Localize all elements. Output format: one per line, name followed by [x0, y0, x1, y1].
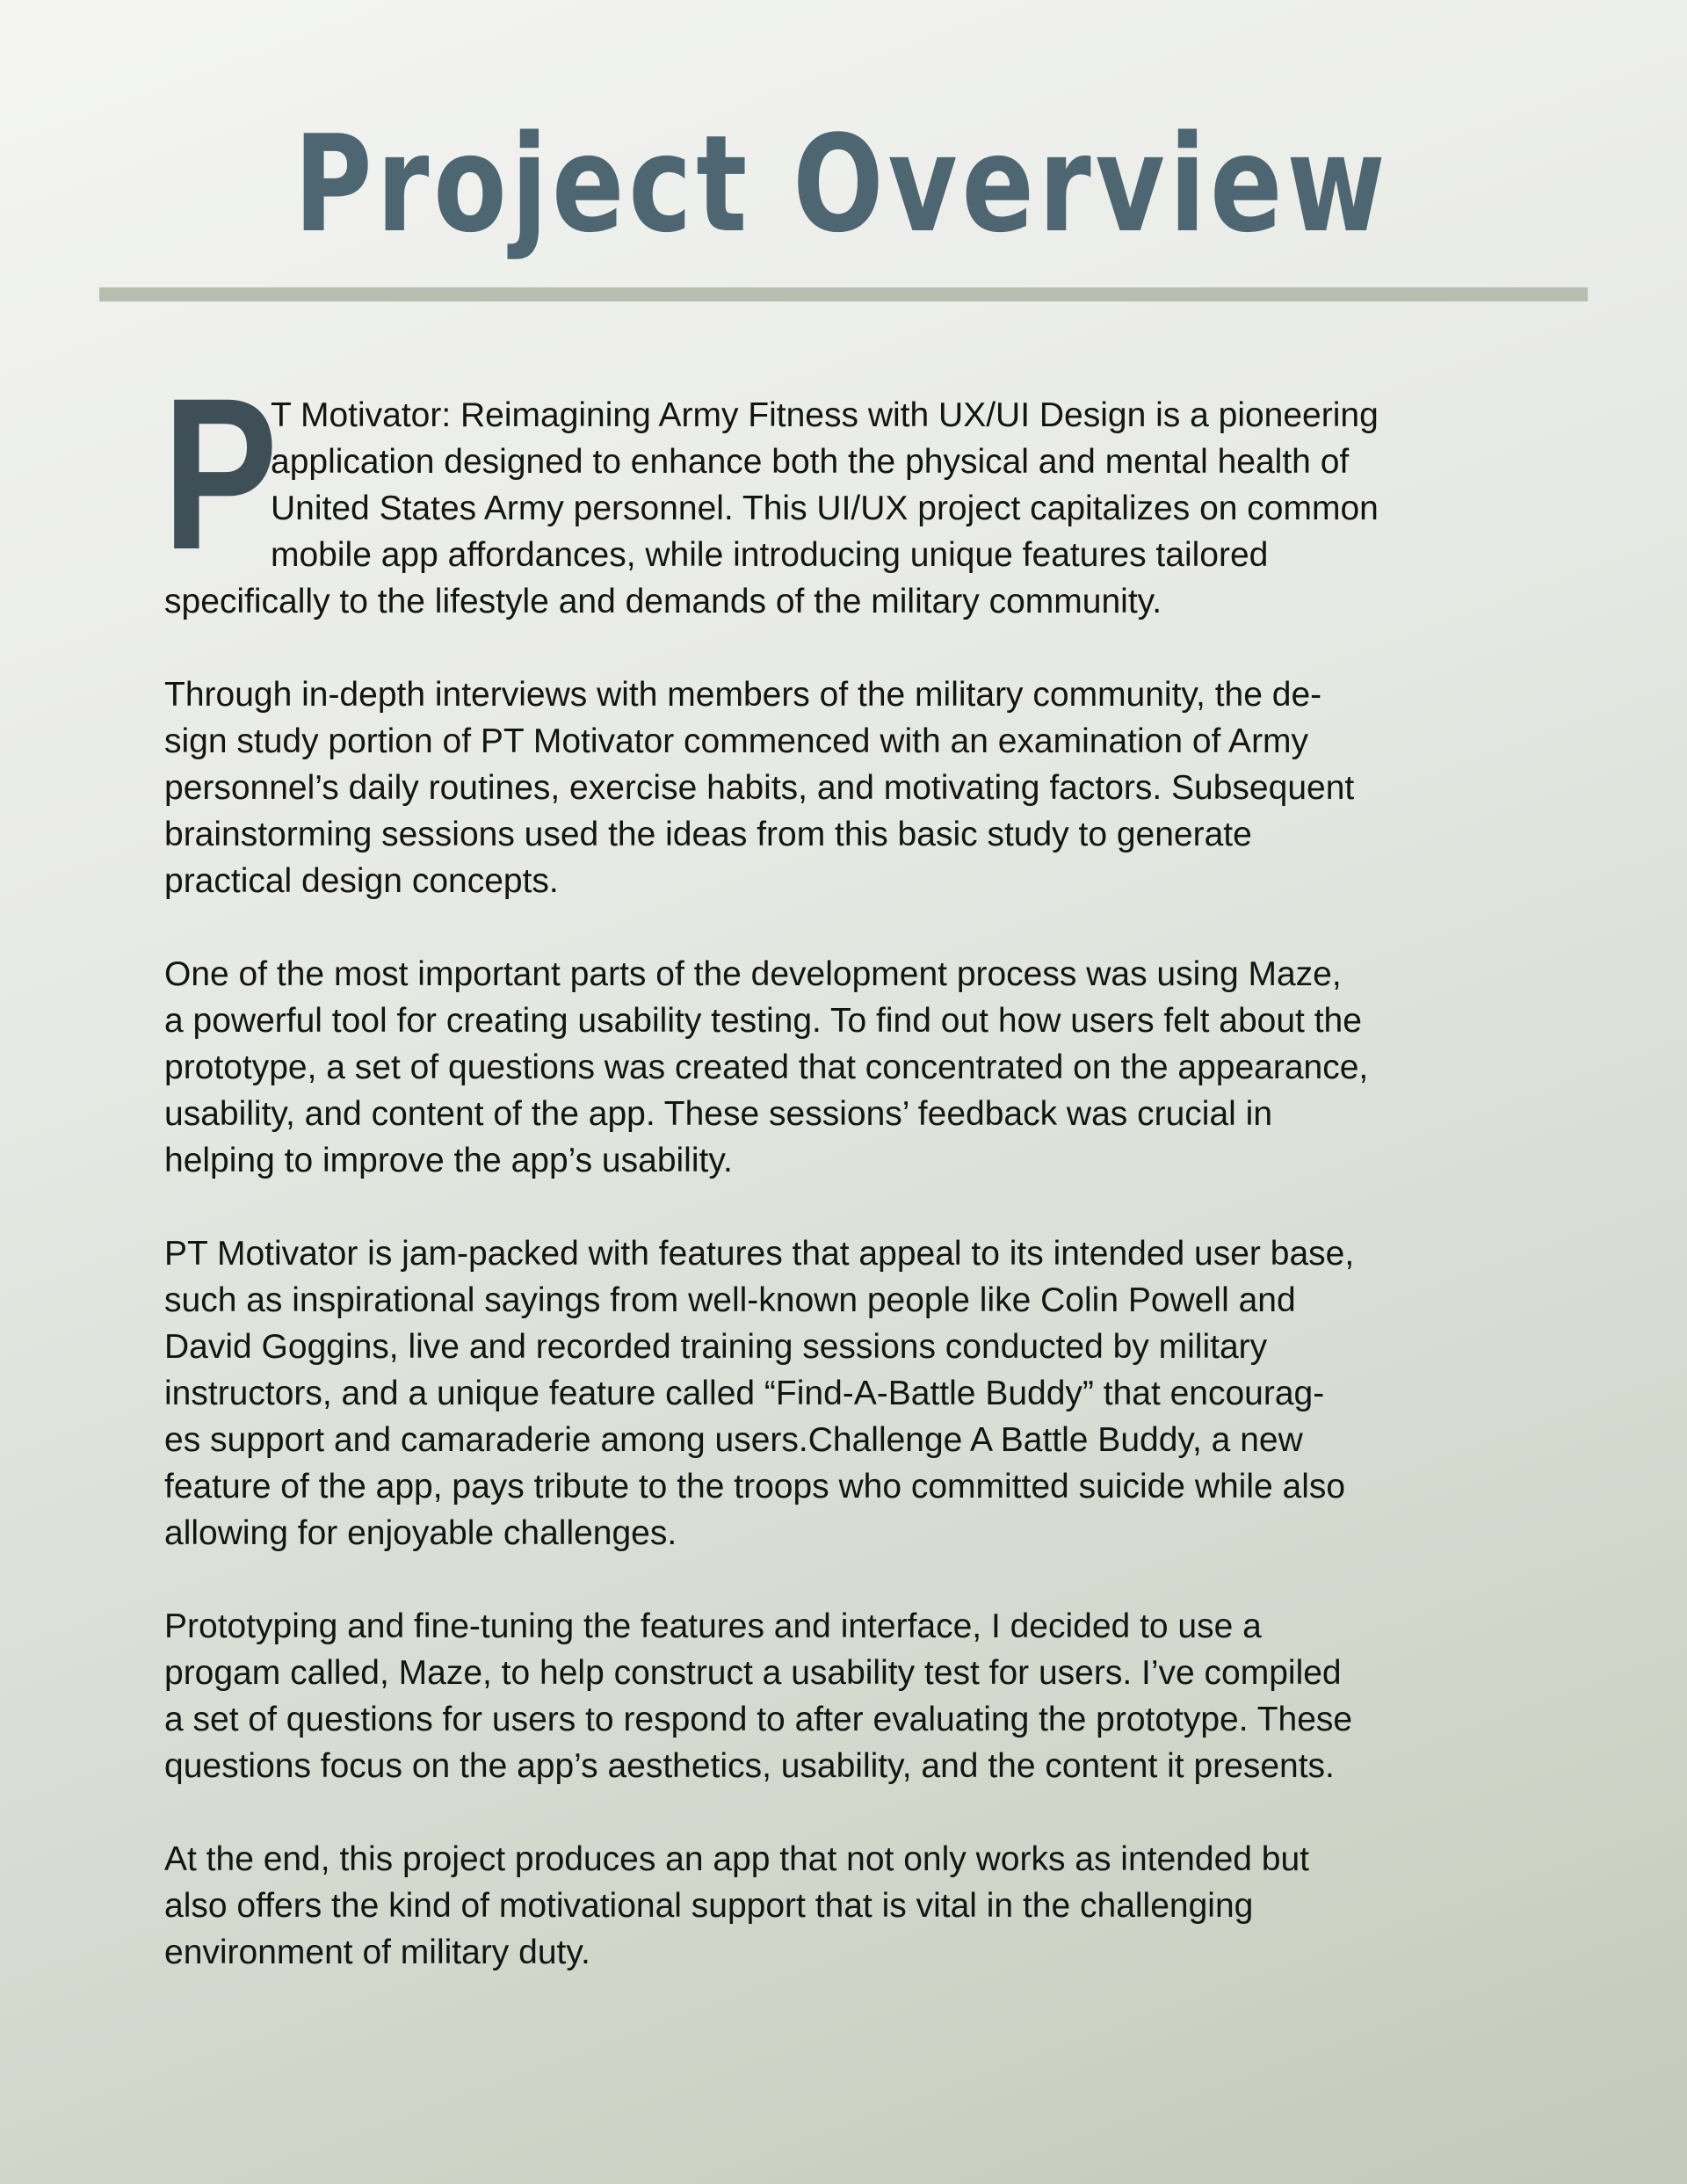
paragraph-line: progam called, Maze, to help construct a usability test for users. I’ve compiled — [164, 1654, 1342, 1692]
paragraph-usability-testing — [164, 951, 1535, 1184]
paragraph-line: feature of the app, pays tribute to the troops who committed suicide while also — [164, 1468, 1346, 1506]
paragraph-line: also offers the kind of motivational support that is vital in the challenging — [164, 1887, 1254, 1925]
paragraph-line: Through in-depth interviews with members of the military community, the de- — [164, 676, 1322, 714]
paragraph-line: At the end, this project produces an app that not only works as intended but — [164, 1840, 1309, 1878]
paragraph-features — [164, 1230, 1535, 1556]
paragraph-prototyping — [164, 1603, 1535, 1789]
paragraph-line: allowing for enjoyable challenges. — [164, 1514, 677, 1552]
paragraph-line: environment of military duty. — [164, 1934, 590, 1971]
paragraph-line: United States Army personnel. This UI/UX project capitalizes on common — [271, 490, 1379, 527]
intro-paragraph — [163, 353, 1535, 625]
paragraph-line: Prototyping and fine-tuning the features and interface, I decided to use a — [164, 1607, 1262, 1645]
paragraph-line: T Motivator: Reimagining Army Fitness with UX/UI Design is a pioneering — [271, 396, 1379, 434]
paragraph-line: application designed to enhance both the physical and mental health of — [271, 443, 1350, 481]
drop-cap: P — [163, 353, 279, 595]
paragraph-line: PT Motivator is jam-packed with features that appeal to its intended user base, — [164, 1235, 1355, 1273]
paragraph-conclusion — [164, 1836, 1535, 1976]
page-title: Project Overview — [293, 106, 1390, 262]
paragraph-line: a set of questions for users to respond to after evaluating the prototype. These — [164, 1701, 1353, 1738]
paragraph-line: such as inspirational sayings from well-known people like Colin Powell and — [164, 1281, 1296, 1319]
paragraph-line: specifically to the lifestyle and demands of the military community. — [164, 583, 1162, 620]
paragraph-line: mobile app affordances, while introducing unique features tailored — [271, 536, 1269, 574]
paragraph-line: es support and camaraderie among users.Challenge A Battle Buddy, a new — [164, 1421, 1303, 1459]
paragraph-line: practical design concepts. — [164, 862, 559, 900]
paragraph-line: instructors, and a unique feature called “Find-A-Battle Buddy” that encourag- — [164, 1375, 1325, 1412]
paragraph-line: brainstorming sessions used the ideas from this basic study to generate — [164, 816, 1252, 853]
paragraph-research — [164, 671, 1535, 904]
paragraph-line: usability, and content of the app. These sessions’ feedback was crucial in — [164, 1095, 1273, 1133]
paragraph-line: One of the most important parts of the development process was using Maze, — [164, 955, 1342, 993]
title-divider — [99, 287, 1588, 301]
paragraph-line: prototype, a set of questions was created that concentrated on the appearance, — [164, 1048, 1369, 1086]
paragraph-line: personnel’s daily routines, exercise habits, and motivating factors. Subsequent — [164, 769, 1355, 807]
article-body — [163, 353, 1535, 1976]
paragraph-line: sign study portion of PT Motivator commenced with an examination of Army — [164, 722, 1309, 760]
paragraph-line: questions focus on the app’s aesthetics, usability, and the content it presents. — [164, 1747, 1335, 1785]
paragraph-line: helping to improve the app’s usability. — [164, 1142, 733, 1179]
paragraph-line: David Goggins, live and recorded training sessions conducted by military — [164, 1328, 1268, 1366]
paragraph-line: a powerful tool for creating usability testing. To find out how users felt about the — [164, 1002, 1362, 1040]
